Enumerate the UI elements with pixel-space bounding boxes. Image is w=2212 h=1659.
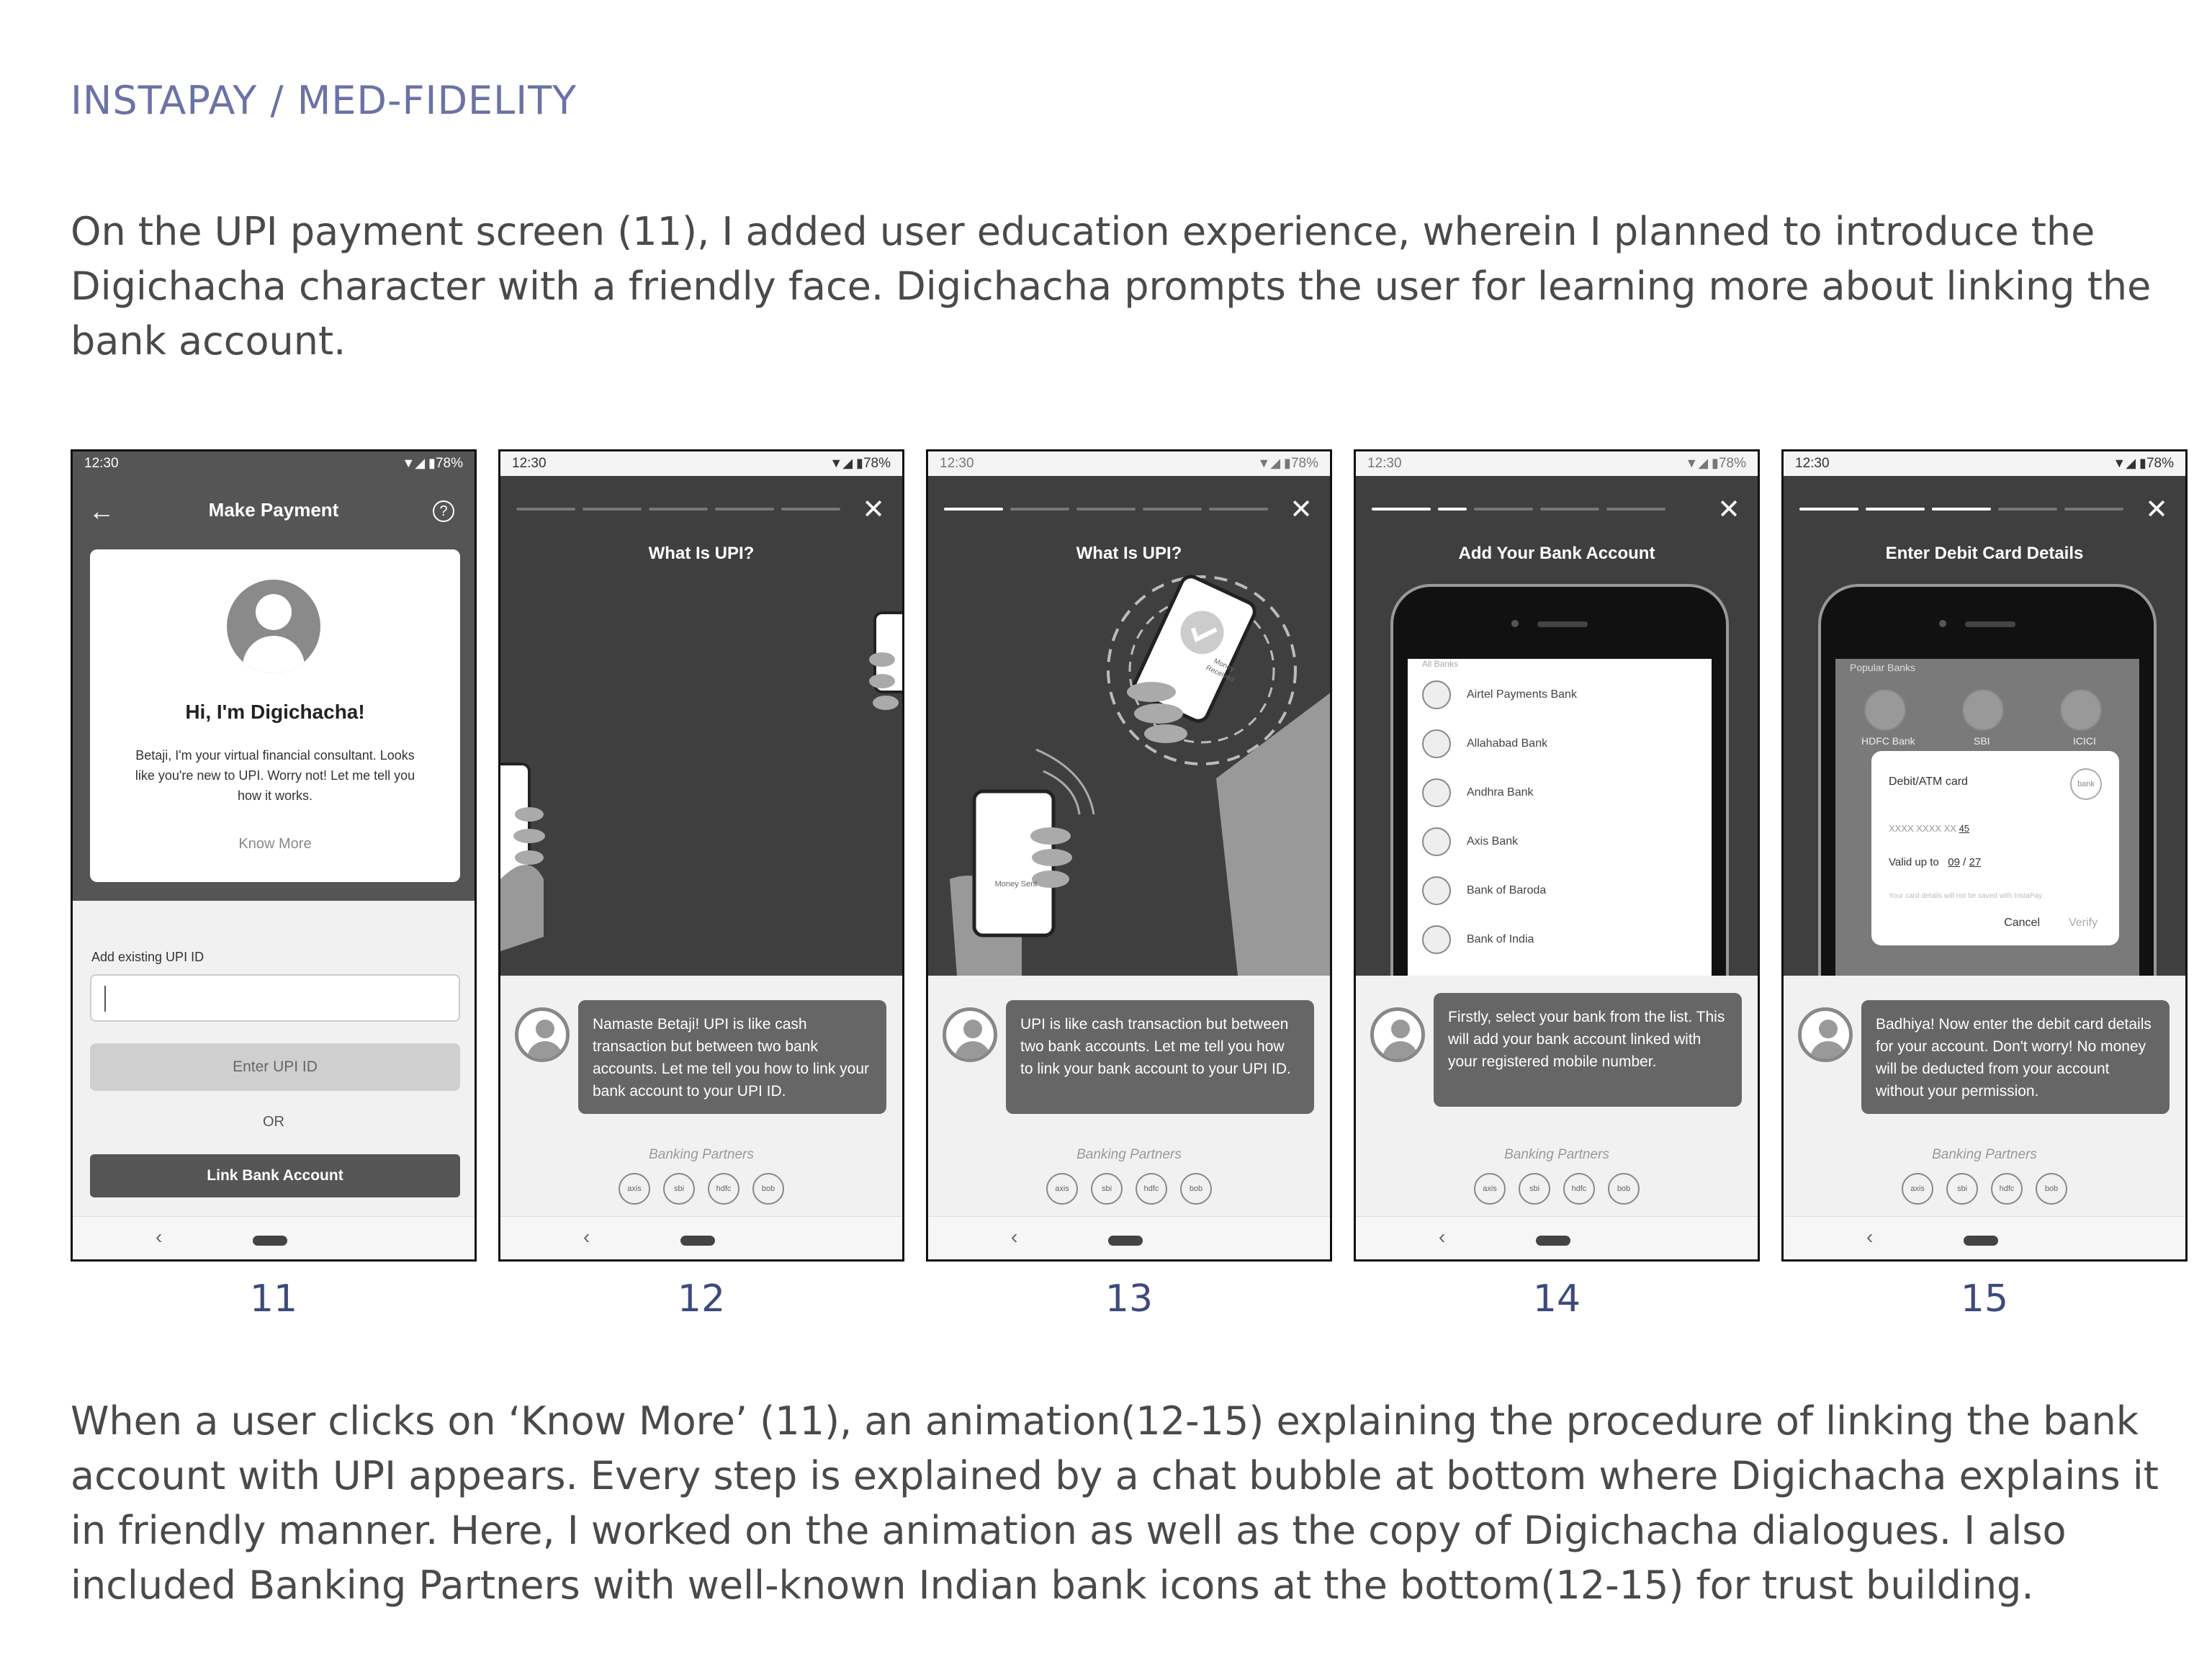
animation-area xyxy=(1784,476,2185,976)
nav-home-icon[interactable] xyxy=(1964,1236,1998,1246)
money-received-label: Money Received xyxy=(1205,657,1236,684)
link-bank-button[interactable]: Link Bank Account xyxy=(90,1154,460,1197)
step-number-12: 12 xyxy=(677,1277,726,1321)
nav-home-icon[interactable] xyxy=(680,1236,715,1246)
bob-bank-icon: bob xyxy=(1180,1173,1212,1205)
status-time: 12:30 xyxy=(1795,456,1830,471)
screen-12 xyxy=(498,449,904,1262)
screen-title: What Is UPI? xyxy=(1076,544,1182,563)
status-bar xyxy=(1356,451,1758,476)
banking-partners xyxy=(1356,1173,1758,1205)
battery-level: 78% xyxy=(863,456,891,471)
animation-area xyxy=(500,476,902,976)
upi-id-input[interactable] xyxy=(90,974,460,1022)
screen-14 xyxy=(1354,449,1760,1262)
page-heading: INSTAPAY / MED-FIDELITY xyxy=(71,78,577,123)
status-time: 12:30 xyxy=(940,456,974,471)
nav-bar xyxy=(928,1216,1330,1259)
upi-label: Add existing UPI ID xyxy=(91,950,204,964)
status-bar xyxy=(500,451,902,476)
status-time: 12:30 xyxy=(84,456,119,471)
hdfc-bank-icon: hdfc xyxy=(1991,1173,2023,1205)
verify-button[interactable]: Verify xyxy=(2068,917,2098,929)
digichacha-avatar xyxy=(515,1007,570,1062)
bank-item[interactable]: Bank of Baroda xyxy=(1422,876,1546,905)
status-bar xyxy=(1784,451,2185,476)
nav-back-icon[interactable]: ‹ xyxy=(1011,1226,1018,1248)
screen-15 xyxy=(1781,449,2188,1262)
digichacha-avatar xyxy=(1798,1007,1853,1062)
valid-up-to-field[interactable]: Valid up to 09 / 27 xyxy=(1889,856,1982,868)
banking-partners xyxy=(1784,1173,2185,1205)
debit-card-screen xyxy=(1835,659,2139,976)
intro-paragraph: On the UPI payment screen (11), I added user education experience, wherein I planned to introduce the Digichacha character with a friendly face. Digichacha prompts the user for learning more about linking the bank account. xyxy=(71,209,2152,364)
step-number-11: 11 xyxy=(249,1277,298,1321)
axis-bank-icon: axis xyxy=(619,1173,650,1205)
screen-11 xyxy=(71,449,477,1262)
hdfc-bank-icon: hdfc xyxy=(1136,1173,1167,1205)
screen-title: Make Payment xyxy=(208,499,339,521)
all-banks-label: All Banks xyxy=(1422,659,1459,669)
sbi-bank-icon: sbi xyxy=(1519,1173,1550,1205)
popular-bank-name: SBI xyxy=(1974,735,1990,747)
cancel-button[interactable]: Cancel xyxy=(2004,917,2040,929)
dialog-bank-icon: bank xyxy=(2070,768,2102,800)
close-icon[interactable]: ✕ xyxy=(862,495,885,525)
popular-bank-icon xyxy=(2060,689,2102,731)
money-sent-label: Money Sent xyxy=(994,880,1038,889)
card-number-field[interactable]: XXXX XXXX XX 45 xyxy=(1889,823,1970,834)
bank-item[interactable]: Airtel Payments Bank xyxy=(1422,680,1577,709)
chat-bubble: Badhiya! Now enter the debit card details for your account. Don't worry! No money will be deducted from your account without your permission. xyxy=(1861,1000,2170,1114)
dialog-title: Debit/ATM card xyxy=(1889,775,1968,788)
status-bar xyxy=(928,451,1330,476)
nav-bar xyxy=(1784,1216,2185,1259)
bank-list xyxy=(1408,659,1712,976)
signal-icon: ▼◢ ▮ xyxy=(1257,456,1291,470)
banking-partners-label: Banking Partners xyxy=(1076,1147,1182,1162)
nav-bar xyxy=(500,1216,902,1259)
signal-icon: ▼◢ ▮ xyxy=(1685,456,1719,470)
bank-item[interactable]: Bank of India xyxy=(1422,925,1534,954)
axis-bank-icon: axis xyxy=(1474,1173,1506,1205)
nav-back-icon[interactable]: ‹ xyxy=(1439,1226,1446,1248)
animation-area xyxy=(928,476,1330,976)
banking-partners-label: Banking Partners xyxy=(1504,1147,1609,1162)
progress-bar xyxy=(1372,508,1665,511)
nav-home-icon[interactable] xyxy=(253,1236,287,1246)
close-icon[interactable]: ✕ xyxy=(2145,495,2168,525)
popular-bank-name: HDFC Bank xyxy=(1861,735,1915,747)
sbi-bank-icon: sbi xyxy=(1091,1173,1123,1205)
status-time: 12:30 xyxy=(1367,456,1402,471)
axis-bank-icon: axis xyxy=(1046,1173,1078,1205)
digichacha-avatar xyxy=(227,580,320,673)
chat-bubble: Namaste Betaji! UPI is like cash transaction but between two bank accounts. Let me tell you how to link your bank account to your UPI ID. xyxy=(578,1000,886,1114)
battery-level: 78% xyxy=(1290,456,1318,471)
back-arrow-icon[interactable]: ← xyxy=(89,496,114,526)
banking-partners xyxy=(928,1173,1330,1205)
debit-card-dialog xyxy=(1871,751,2119,945)
axis-bank-icon: axis xyxy=(1902,1173,1933,1205)
outro-paragraph: When a user clicks on ‘Know More’ (11), an animation(12-15) explaining the procedure of linking the bank account with UPI appears. Every step is explained by a chat bubble at bottom where Digichacha explains it in friendly manner. Here, I worked on the animation as well as the copy of Digichacha dialogues. I also included Banking Partners with well-known Indian bank icons at the bottom(12-15) for trust building. xyxy=(71,1398,2159,1608)
digichacha-card xyxy=(90,549,460,882)
bank-item[interactable]: Axis Bank xyxy=(1422,827,1518,856)
greeting-message: Betaji, I'm your virtual financial consultant. Looks like you're new to UPI. Worry not! Let me tell you how it works. xyxy=(135,748,415,803)
phone-mockup xyxy=(1390,584,1729,976)
banking-partners-label: Banking Partners xyxy=(649,1147,754,1162)
bank-item[interactable]: Andhra Bank xyxy=(1422,778,1534,807)
bank-item[interactable]: Allahabad Bank xyxy=(1422,729,1547,758)
close-icon[interactable]: ✕ xyxy=(1717,495,1740,525)
phone-mockup xyxy=(1818,584,2157,976)
popular-bank-icon xyxy=(1962,689,2004,731)
screen-13 xyxy=(926,449,1332,1262)
chat-bubble: Firstly, select your bank from the list. This will add your bank account linked with your registered mobile number. xyxy=(1434,993,1742,1107)
know-more-link[interactable]: Know More xyxy=(238,836,312,852)
nav-back-icon[interactable]: ‹ xyxy=(156,1226,163,1248)
card-note: Your card details will not be saved with InstaPay. xyxy=(1889,892,2044,900)
chat-bubble: UPI is like cash transaction but between two bank accounts. Let me tell you how to link your bank account to your UPI ID. xyxy=(1006,1000,1314,1114)
step-number-14: 14 xyxy=(1532,1277,1581,1321)
animation-illustration xyxy=(928,476,1330,976)
hdfc-bank-icon: hdfc xyxy=(1563,1173,1595,1205)
bob-bank-icon: bob xyxy=(1608,1173,1640,1205)
battery-level: 78% xyxy=(1718,456,1746,471)
banking-partners-label: Banking Partners xyxy=(1932,1147,2037,1162)
signal-icon: ▼◢ ▮ xyxy=(402,456,436,470)
bob-bank-icon: bob xyxy=(2036,1173,2067,1205)
header-area xyxy=(73,476,475,901)
battery-level: 78% xyxy=(435,456,463,471)
screen-title: What Is UPI? xyxy=(648,544,755,563)
battery-level: 78% xyxy=(2146,456,2174,471)
status-time: 12:30 xyxy=(512,456,547,471)
nav-back-icon[interactable]: ‹ xyxy=(583,1226,590,1248)
status-bar xyxy=(73,451,475,476)
progress-bar xyxy=(1799,508,2123,511)
enter-upi-button[interactable]: Enter UPI ID xyxy=(90,1043,460,1091)
animation-area xyxy=(1356,476,1758,976)
popular-banks-label: Popular Banks xyxy=(1850,662,1916,673)
nav-back-icon[interactable]: ‹ xyxy=(1866,1226,1874,1248)
popular-bank-name: ICICI xyxy=(2073,735,2096,747)
nav-home-icon[interactable] xyxy=(1108,1236,1143,1246)
hdfc-bank-icon: hdfc xyxy=(708,1173,739,1205)
screen-title: Add Your Bank Account xyxy=(1458,544,1655,563)
signal-icon: ▼◢ ▮ xyxy=(2113,456,2146,470)
nav-home-icon[interactable] xyxy=(1536,1236,1570,1246)
greeting: Hi, I'm Digichacha! xyxy=(185,701,365,723)
screen-title: Enter Debit Card Details xyxy=(1885,544,2084,563)
nav-bar xyxy=(1356,1216,1758,1259)
animation-illustration xyxy=(500,476,902,976)
digichacha-avatar xyxy=(1370,1007,1425,1062)
signal-icon: ▼◢ ▮ xyxy=(830,456,863,470)
banking-partners xyxy=(500,1173,902,1205)
help-icon[interactable]: ? xyxy=(433,500,454,522)
digichacha-avatar xyxy=(943,1007,997,1062)
popular-bank-icon xyxy=(1864,689,1906,731)
sbi-bank-icon: sbi xyxy=(1946,1173,1978,1205)
step-number-13: 13 xyxy=(1105,1277,1154,1321)
bob-bank-icon: bob xyxy=(752,1173,784,1205)
close-icon[interactable]: ✕ xyxy=(1290,495,1313,525)
sbi-bank-icon: sbi xyxy=(663,1173,695,1205)
nav-bar xyxy=(73,1216,475,1259)
or-divider: OR xyxy=(263,1114,284,1130)
step-number-15: 15 xyxy=(1960,1277,2009,1321)
